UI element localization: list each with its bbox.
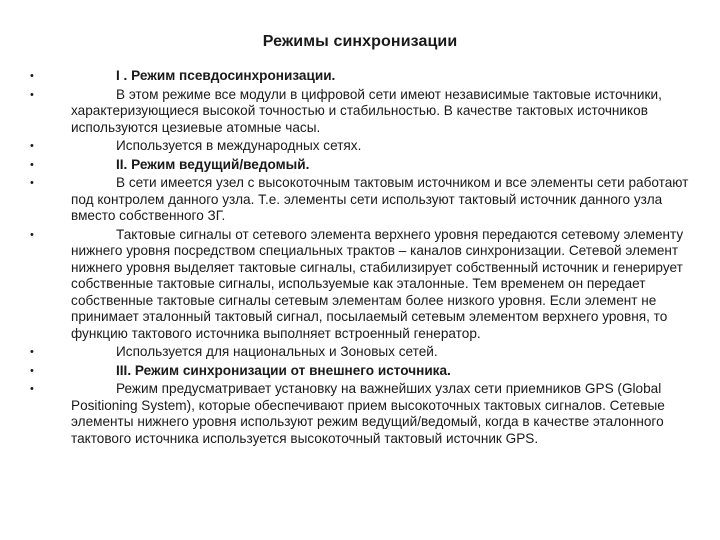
list-item <box>30 68 694 85</box>
paragraph: В сети имеется узел с высокоточным тактовым источником и все элементы сети работают под контролем данного узла. Т.е. элементы сети используют тактовый источник данного узла вместо собственного ЗГ. <box>71 175 689 223</box>
list-item <box>30 138 694 155</box>
bullet-icon: • <box>30 346 34 358</box>
bullet-icon: • <box>30 88 34 101</box>
bullet-list <box>30 68 694 449</box>
bullet-icon: • <box>30 158 34 171</box>
paragraph: В этом режиме все модули в цифровой сети имеют независимые тактовые источники, характеризующиеся высокой точностью и стабильностью. В качестве тактовых источников используются цезиевые атомные часы. <box>71 86 662 135</box>
paragraph: Используется для национальных и Зоновых сетей. <box>116 344 438 359</box>
bullet-icon: • <box>30 177 34 189</box>
section-heading-1: I . Режим псевдосинхронизации. <box>116 68 336 83</box>
bullet-icon: • <box>30 383 34 395</box>
bullet-icon: • <box>30 364 34 377</box>
bullet-icon: • <box>30 140 34 152</box>
bullet-icon: • <box>30 228 34 241</box>
list-item <box>30 175 694 225</box>
list-item <box>30 363 694 380</box>
list-item <box>30 344 694 361</box>
section-heading-3: III. Режим синхронизации от внешнего источника. <box>116 362 451 378</box>
list-item <box>30 157 694 174</box>
bullet-icon: • <box>30 70 34 82</box>
paragraph: Используется в международных сетях. <box>116 138 362 153</box>
paragraph: Режим предусматривает установку на важнейших узлах сети приемников GPS (Global Positioning System), которые обеспечивают прием высокоточных тактовых сигналов. Сетевые элементы нижнего уровня используют режим ведущий/ведомый, когда в качестве эталонного тактового источника используется высокоточный тактовый источник GPS. <box>71 381 665 446</box>
section-heading-2: II. Режим ведущий/ведомый. <box>116 156 310 172</box>
page-title: Режимы синхронизации <box>262 33 458 50</box>
list-item <box>30 227 694 343</box>
paragraph: Тактовые сигналы от сетевого элемента верхнего уровня передаются сетевому элементу нижнего уровня посредством специальных трактов – каналов синхронизации. Сетевой элемент нижнего уровня выделяет тактовые сигналы, стабилизирует собственный источник и генерирует собственные тактовые сигналы, используемые как эталонные. Тем временем он передает собственные тактовые сигналы сетевым элементам более низкого уровня. Если элемент не принимает эталонный тактовый сигнал, посылаемый сетевым элементом верхнего уровня, то функцию тактового источника выполняет встроенный генератор. <box>71 226 684 341</box>
list-item <box>30 381 694 447</box>
list-item <box>30 87 694 137</box>
